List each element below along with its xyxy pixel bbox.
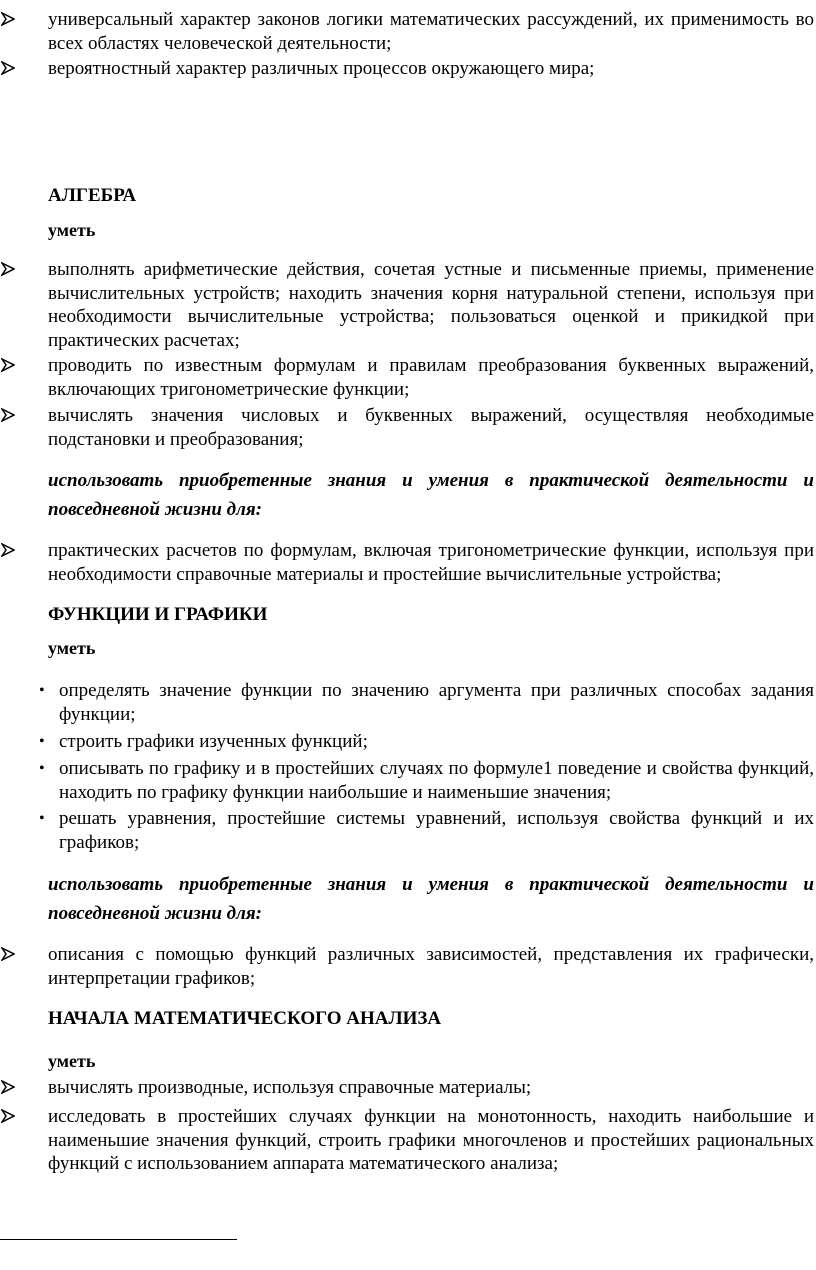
list-item-text: практических расчетов по формулам, включая тригонометрические функции, используя при необходимости справочные материалы и простейшие вычислительные устройства;: [48, 540, 814, 585]
arrow-bullet-icon: [1, 943, 21, 961]
list-item-text: вычислять значения числовых и буквенных выражений, осуществляя необходимые подстановки и преобразования;: [48, 405, 814, 450]
list-item-text: проводить по известным формулам и правилам преобразования буквенных выражений, включающих тригонометрические функции;: [48, 355, 814, 400]
list-item: [48, 354, 814, 401]
list-item-text: универсальный характер законов логики математических рассуждений, их применимость во всех областях человеческой деятельности;: [48, 9, 814, 54]
arrow-bullet-icon: [1, 1076, 21, 1094]
list-item: [48, 258, 814, 352]
list-item-text: вероятностный характер различных процессов окружающего мира;: [48, 58, 595, 79]
list-item-text: описания с помощью функций различных зависимостей, представления их графически, интерпретации графиков;: [48, 944, 814, 989]
list-item-text: выполнять арифметические действия, сочетая устные и письменные приемы, применение вычислительных устройств; находить значения корня натуральной степени, используя при необходимости вычислительные устройства; пользоваться оценкой и прикидкой при практических расчетах;: [48, 259, 814, 351]
section-title: НАЧАЛА МАТЕМАТИЧЕСКОГО АНАЛИЗА: [48, 1008, 442, 1029]
arrow-bullet-icon: [1, 354, 21, 372]
ability-label: уметь: [48, 220, 96, 240]
section-title: ФУНКЦИИ И ГРАФИКИ: [48, 604, 268, 625]
list-item-text: строить графики изученных функций;: [59, 731, 368, 752]
list-item-text: вычислять производные, используя справочные материалы;: [48, 1077, 532, 1098]
list-item: [48, 8, 814, 55]
bullet-dot-icon: •: [39, 733, 45, 750]
ability-label: уметь: [48, 638, 96, 658]
list-item: [48, 404, 814, 451]
ability-label: уметь: [48, 1051, 96, 1071]
list-item-text: описывать по графику и в простейших случаях по формуле1 поведение и свойства функций, находить по графику функции наибольшие и наименьшие значения;: [59, 758, 814, 803]
arrow-bullet-icon: [1, 539, 21, 557]
list-item-text: исследовать в простейших случаях функции на монотонность, находить наибольшие и наименьшие значения функций, строить графики многочленов и простейших рациональных функций с использованием аппарата математического анализа;: [48, 1106, 814, 1174]
list-item: [39, 730, 814, 754]
footnote-separator: [0, 1239, 237, 1240]
list-item: [39, 679, 814, 726]
list-item: [39, 807, 814, 854]
application-note: использовать приобретенные знания и умения в практической деятельности и повседневной жизни для:: [48, 470, 814, 520]
list-item: [48, 1105, 814, 1176]
list-item: [39, 757, 814, 804]
bullet-dot-icon: •: [39, 810, 45, 827]
application-note: использовать приобретенные знания и умения в практической деятельности и повседневной жизни для:: [48, 874, 814, 924]
bullet-dot-icon: •: [39, 682, 45, 699]
list-item-text: определять значение функции по значению аргумента при различных способах задания функции;: [59, 680, 814, 725]
section-title: АЛГЕБРА: [48, 185, 137, 206]
list-item-text: решать уравнения, простейшие системы уравнений, используя свойства функций и их графиков;: [59, 808, 814, 853]
bullet-dot-icon: •: [39, 760, 45, 777]
list-item: [48, 57, 814, 81]
list-item: [48, 943, 814, 990]
arrow-bullet-icon: [1, 258, 21, 276]
arrow-bullet-icon: [1, 57, 21, 75]
arrow-bullet-icon: [1, 1105, 21, 1123]
list-item: [48, 1076, 814, 1100]
arrow-bullet-icon: [1, 404, 21, 422]
list-item: [48, 539, 814, 586]
arrow-bullet-icon: [1, 8, 21, 26]
